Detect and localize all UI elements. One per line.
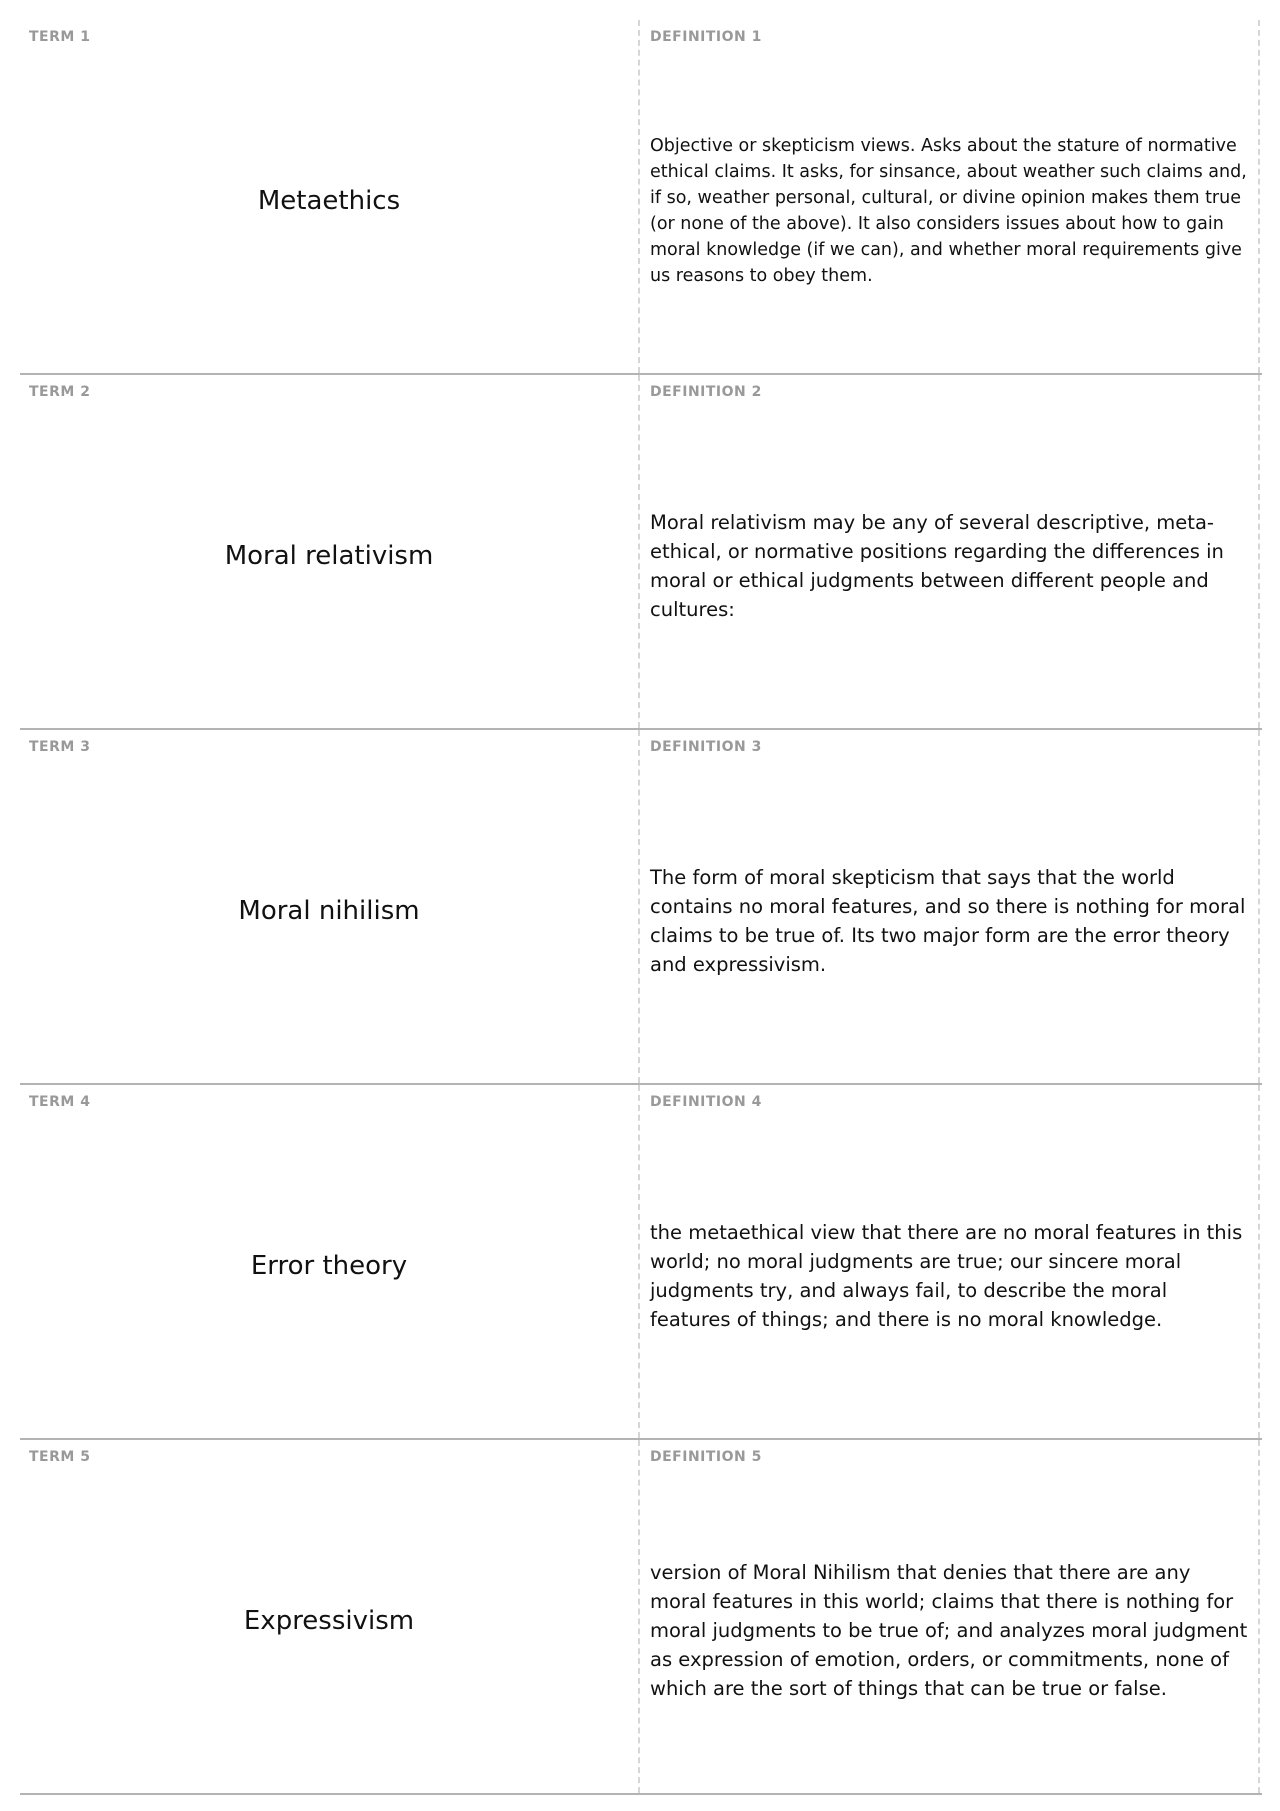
flashcard-row [20, 375, 1262, 730]
term-label: TERM 4 [29, 1094, 91, 1110]
term-label: TERM 1 [29, 29, 91, 45]
term-text: Moral nihilism [238, 896, 420, 926]
definition-text: Objective or skepticism views. Asks about the stature of normative ethical claims. It asks, for sinsance, about weather such claims and, if so, weather personal, cultural, or divine opinion makes them true (or none of the above). It also considers issues about how to gain moral knowledge (if we can), and whether moral requirements give us reasons to obey them. [650, 135, 1247, 286]
flashcard-row [20, 730, 1262, 1085]
flashcard-sheet [20, 20, 1262, 1795]
flashcard-row [20, 20, 1262, 375]
term-text: Metaethics [257, 186, 401, 216]
definition-label: DEFINITION 2 [650, 384, 762, 400]
term-text: Error theory [250, 1251, 408, 1281]
term-cell [20, 20, 640, 373]
term-cell [20, 1440, 640, 1793]
term-cell [20, 1085, 640, 1438]
definition-label: DEFINITION 3 [650, 739, 762, 755]
term-text: Moral relativism [224, 541, 434, 571]
definition-label: DEFINITION 5 [650, 1449, 762, 1465]
definition-label: DEFINITION 4 [650, 1094, 762, 1110]
definition-cell [640, 730, 1260, 1083]
definition-text: Moral relativism may be any of several descriptive, meta-ethical, or normative positions regarding the differences in moral or ethical judgments between different people and cultures: [650, 510, 1224, 621]
definition-label: DEFINITION 1 [650, 29, 762, 45]
definition-cell [640, 1440, 1260, 1793]
definition-text: version of Moral Nihilism that denies that there are any moral features in this world; claims that there is nothing for moral judgments to be true of; and analyzes moral judgment as expression of emotion, orders, or commitments, none of which are the sort of things that can be true or false. [650, 1561, 1248, 1700]
term-label: TERM 5 [29, 1449, 91, 1465]
term-cell [20, 375, 640, 728]
definition-cell [640, 1085, 1260, 1438]
definition-text: The form of moral skepticism that says that the world contains no moral features, and so there is nothing for moral claims to be true of. Its two major form are the error theory and expressivism. [650, 865, 1246, 976]
definition-text: the metaethical view that there are no moral features in this world; no moral judgments are true; our sincere moral judgments try, and always fail, to describe the moral features of things; and there is no moral knowledge. [650, 1220, 1243, 1331]
term-text: Expressivism [243, 1606, 415, 1636]
definition-cell [640, 375, 1260, 728]
term-label: TERM 3 [29, 739, 91, 755]
term-label: TERM 2 [29, 384, 91, 400]
flashcard-row [20, 1085, 1262, 1440]
definition-cell [640, 20, 1260, 373]
flashcard-row [20, 1440, 1262, 1795]
term-cell [20, 730, 640, 1083]
